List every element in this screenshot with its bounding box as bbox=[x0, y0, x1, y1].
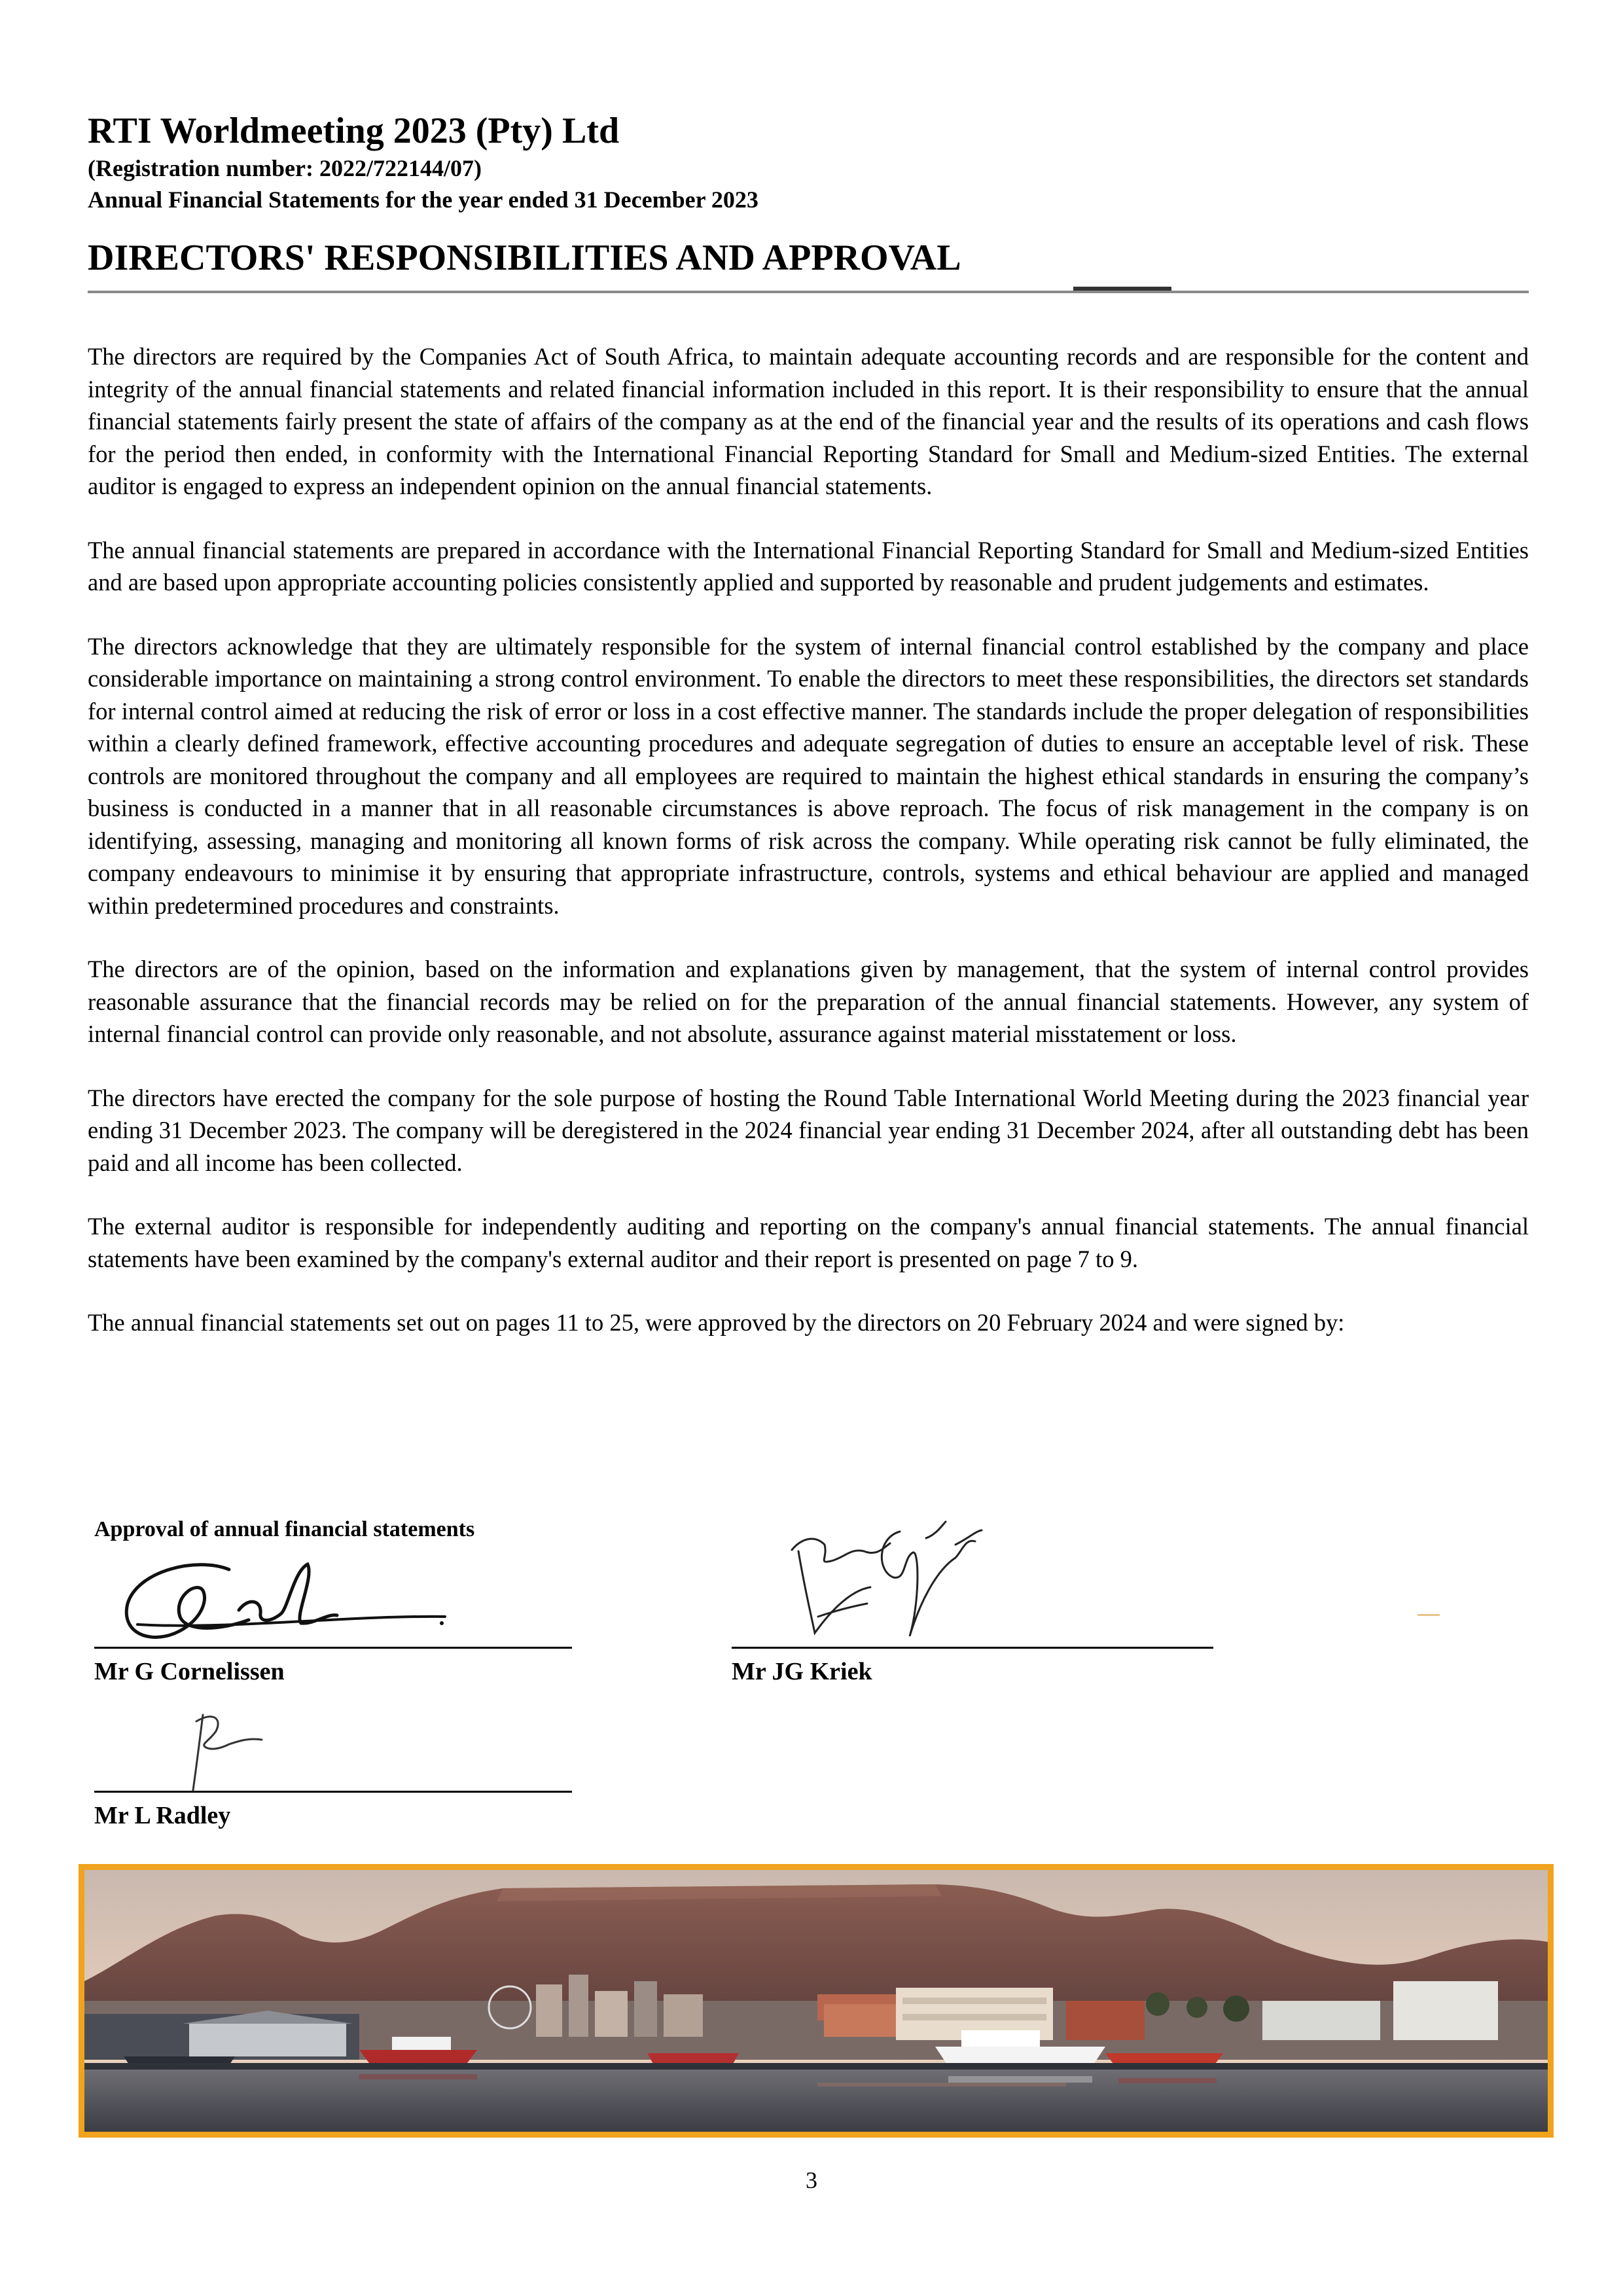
body-text bbox=[88, 340, 1529, 1371]
paragraph: The directors are required by the Companies Act of South Africa, to maintain adequate accounting records and are responsible for the content and integrity of the annual financial statements and related financial information included in this report. It is their responsibility to ensure that the annual financial statements fairly present the state of affairs of the company as at the end of the financial year and the results of its operations and cash flows for the period then ended, in conformity with the International Financial Reporting Standard for Small and Medium-sized Entities. The external auditor is engaged to express an independent opinion on the annual financial statements. bbox=[88, 343, 1529, 499]
title-divider-accent bbox=[1073, 287, 1171, 291]
paragraph: The directors acknowledge that they are ultimately responsible for the system of internal financial control established by the company and place considerable importance on maintaining a strong control environment. To enable the directors to meet these responsibilities, the directors set standards for internal control aimed at reducing the risk of error or loss in a cost effective manner. The standards include the proper delegation of responsibilities within a clearly defined framework, effective accounting procedures and adequate segregation of duties to ensure an acceptable level of risk. These controls are monitored throughout the company and all employees are required to maintain the highest ethical standards in ensuring the company’s business is conducted in a manner that in all reasonable circumstances is above reproach. The focus of risk management in the company is on identifying, assessing, managing and monitoring all known forms of risk across the company. While operating risk cannot be fully eliminated, the company endeavours to minimise it by ensuring that appropriate infrastructure, controls, systems and ethical behaviour are applied and managed within predetermined procedures and constraints. bbox=[88, 632, 1529, 919]
paragraph: The directors have erected the company for the sole purpose of hosting the Round Table International World Meeting during the 2023 financial year ending 31 December 2023. The company will be deregistered in the 2024 financial year ending 31 December 2024, after all outstanding debt has been paid and all income has been collected. bbox=[88, 1084, 1529, 1176]
page-number: 3 bbox=[806, 2167, 817, 2193]
signature-line-radley bbox=[94, 1791, 572, 1793]
signatory-name: Mr L Radley bbox=[94, 1802, 231, 1829]
signature-cornelissen bbox=[98, 1551, 491, 1662]
registration-number: (Registration number: 2022/722144/07) bbox=[88, 155, 482, 181]
company-title: RTI Worldmeeting 2023 (Pty) Ltd bbox=[88, 111, 620, 151]
paragraph: The external auditor is responsible for independently auditing and reporting on the company's annual financial statements. The annual financial statements have been examined by the company's external auditor and their report is presented on page 7 to 9. bbox=[88, 1213, 1529, 1272]
harbour-photograph bbox=[79, 1864, 1554, 2138]
title-divider bbox=[88, 291, 1529, 293]
paragraph: The directors are of the opinion, based on the information and explanations given by management, that the system of internal control provides reasonable assurance that the financial records may be relied on for the preparation of the annual financial statements. However, any system of internal financial control can provide only reasonable, and not absolute, assurance against material misstatement or loss. bbox=[88, 956, 1529, 1047]
approval-heading: Approval of annual financial statements bbox=[94, 1517, 475, 1541]
signature-kriek bbox=[779, 1512, 1014, 1649]
harbour-panorama-image bbox=[84, 1870, 1548, 2132]
paragraph: The annual financial statements set out on pages 11 to 25, were approved by the directors on 20 February 2024 and were signed by: bbox=[88, 1309, 1345, 1336]
section-title: DIRECTORS' RESPONSIBILITIES AND APPROVAL bbox=[88, 238, 961, 278]
signatory-name: Mr JG Kriek bbox=[732, 1658, 872, 1685]
decorative-mark bbox=[1418, 1614, 1440, 1616]
signature-line-kriek bbox=[732, 1647, 1213, 1649]
statement-period: Annual Financial Statements for the year ended 31 December 2023 bbox=[88, 187, 758, 213]
signatory-name: Mr G Cornelissen bbox=[94, 1658, 285, 1685]
paragraph: The annual financial statements are prepared in accordance with the International Financial Reporting Standard for Small and Medium-sized Entities and are based upon appropriate accounting policies consistently applied and supported by reasonable and prudent judgements and estimates. bbox=[88, 536, 1529, 596]
signature-radley bbox=[177, 1702, 308, 1800]
signature-line-cornelissen bbox=[94, 1647, 572, 1649]
